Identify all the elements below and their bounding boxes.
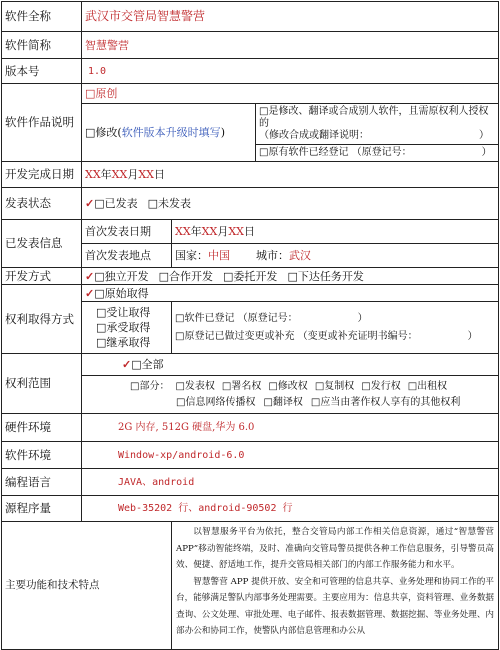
published-checkbox[interactable]: □已发表 [94,197,138,210]
network-right-checkbox[interactable]: □信息网络传播权 [176,396,256,408]
dev-cooperative-checkbox[interactable]: □合作开发 [158,269,214,283]
reg-option-1-close: ） [357,312,368,324]
translation-right-checkbox[interactable]: □翻译权 [263,396,303,408]
dev-year-unit: 年 [100,168,112,181]
row-full-name [2,2,499,32]
unpublished-checkbox[interactable]: □未发表 [147,197,192,210]
row-description-original [2,84,499,104]
dev-date-label: 开发完成日期 [2,162,82,188]
first-month-unit: 月 [217,225,229,238]
row-language [2,469,499,496]
scope-all-checkbox[interactable]: □全部 [131,358,164,371]
description-label: 软件作品说明 [2,84,82,162]
assigned-acq-checkbox[interactable]: □受让取得 [96,306,151,319]
row-features [2,522,499,650]
country-label: 国家： [175,249,208,262]
first-year-unit: 年 [190,225,202,238]
first-day: XX [228,225,245,238]
modify-checkbox[interactable]: □修改( [85,126,122,139]
modify-cell [82,104,256,162]
full-name-label: 软件全称 [2,2,82,32]
publish-right-checkbox[interactable]: □发表权 [175,380,215,392]
hardware-value: 2G 内存, 512G 硬盘,华为 6.0 [82,414,499,442]
rights-scope-label: 权利范围 [2,354,82,414]
row-dev-mode [2,268,499,285]
modify-option-1-close: ） [479,130,489,141]
city-label: 城市： [256,249,289,262]
modify-option-2-text: □原有软件已经登记 （原登记号： [259,147,412,158]
rights-acq-label: 权利取得方式 [2,285,82,354]
first-place-label: 首次发表地点 [82,244,172,268]
scope-partial-cell [82,376,499,414]
reg-option-1[interactable] [172,307,498,329]
dev-date-value [82,162,499,188]
modify-note: 软件版本升级时填写 [121,126,221,139]
first-month: XX [201,225,218,238]
check-mark-icon: ✓ [85,197,95,210]
reg-option-2-close: ） [467,330,478,342]
modify-suffix: ) [220,126,225,139]
software-label: 软件环境 [2,442,82,469]
form-table [1,1,499,650]
modify-option-1[interactable] [256,104,498,145]
row-first-date [2,220,499,244]
short-name-value: 智慧警营 [82,32,499,59]
dev-year: XX [85,168,101,181]
row-publish-status [2,188,499,220]
row-scope-all [2,354,499,376]
published-info-label: 已发表信息 [2,220,82,268]
version-value: 1.0 [82,59,499,84]
original-acq-checkbox[interactable]: □原始取得 [94,286,149,300]
row-short-name [2,32,499,59]
check-mark-icon: ✓ [122,358,132,371]
modify-option-1-note: （修改合成或翻译说明： [259,130,369,141]
features-paragraph-1: 以智慧服务平台为依托，整合交管局内部工作相关信息资源，通过“智慧警营 APP”移动智能终端，及时、准确向交管局警员提供各种工作信息服务，引导警员高效、便捷、舒适地工作，提升交管局相关部门的内部工作服务能力和水平。 [176,527,495,570]
city-value: 武汉 [289,249,311,262]
other-rights-checkbox[interactable]: □应当由著作权人享有的其他权利 [310,396,461,408]
scope-line-1 [130,379,495,395]
publish-status-label: 发表状态 [2,188,82,220]
attribution-right-checkbox[interactable]: □署名权 [221,380,262,392]
reg-option-1-text: □软件已登记 （原登记号： [175,312,298,324]
language-label: 编程语言 [2,469,82,496]
modify-option-2[interactable] [256,145,498,161]
modify-option-2-close: ） [481,147,492,158]
first-day-unit: 日 [244,225,256,238]
first-year: XX [175,225,191,238]
dev-independent-checkbox[interactable]: □独立开发 [94,269,149,283]
row-software [2,442,499,469]
original-checkbox[interactable]: □原创 [82,84,499,104]
distribution-right-checkbox[interactable]: □发行权 [361,380,401,392]
row-dev-date [2,162,499,188]
dev-month: XX [111,168,128,181]
dev-month-unit: 月 [127,168,139,181]
first-place-value [172,244,499,268]
features-paragraph-2: 智慧警营 APP 提供开放、安全和可管理的信息共享、业务处理和协同工作的平台，能够满足警队内部事务处理需要。主要应用为：信息共享，资料管理、业务数据查询、公文处理、审批处理、电子邮件、报表数据管理、数据挖掘、等业务处理、内部办公和协同工作，使警队内部信息管理和办公从 [176,576,495,636]
inherited-acq-checkbox[interactable]: □继承取得 [96,336,151,349]
version-label: 版本号 [2,59,82,84]
row-version [2,59,499,84]
rights-original-cell [82,285,499,302]
language-value: JAVA、android [82,469,499,496]
scope-partial-checkbox[interactable]: □部分： [130,380,170,392]
dev-mode-label: 开发方式 [2,268,82,285]
dev-day-unit: 日 [154,168,166,181]
row-hardware [2,414,499,442]
check-mark-icon: ✓ [85,269,95,283]
rights-reg-cell [172,302,499,354]
rental-right-checkbox[interactable]: □出租权 [407,380,448,392]
features-label: 主要功能和技术特点 [2,522,172,650]
hardware-label: 硬件环境 [2,414,82,442]
dev-commissioned-checkbox[interactable]: □委托开发 [223,269,278,283]
software-value: Window-xp/android-6.0 [82,442,499,469]
country-value: 中国 [208,249,230,262]
short-name-label: 软件简称 [2,32,82,59]
first-date-value [172,220,499,244]
reg-option-2[interactable] [172,329,498,349]
check-mark-icon: ✓ [85,286,95,300]
scope-line-2 [130,395,495,411]
publish-status-options [82,188,499,220]
full-name-value: 武汉市交管局智慧警营 [82,2,499,32]
copy-right-checkbox[interactable]: □复制权 [314,380,355,392]
reg-option-2-text: □原登记已做过变更或补充 （变更或补充证明书编号： [175,330,418,342]
row-rights-original [2,285,499,302]
modify-right-checkbox[interactable]: □修改权 [268,380,308,392]
code-lines-value: Web-35202 行、android-90502 行 [82,496,499,522]
modify-option-1-text: □是修改、翻译或合成别人软件，且需原权利人授权的 [259,106,489,129]
code-lines-label: 源程序量 [2,496,82,522]
dev-assigned-checkbox[interactable]: □下达任务开发 [287,269,364,283]
first-date-label: 首次发表日期 [82,220,172,244]
scope-all-cell [82,354,499,376]
features-text [172,522,499,650]
undertaken-acq-checkbox[interactable]: □承受取得 [96,321,151,334]
modify-options-cell [256,104,499,162]
row-code-lines [2,496,499,522]
rights-transfer-options [82,302,172,354]
dev-day: XX [138,168,155,181]
dev-mode-options [82,268,499,285]
